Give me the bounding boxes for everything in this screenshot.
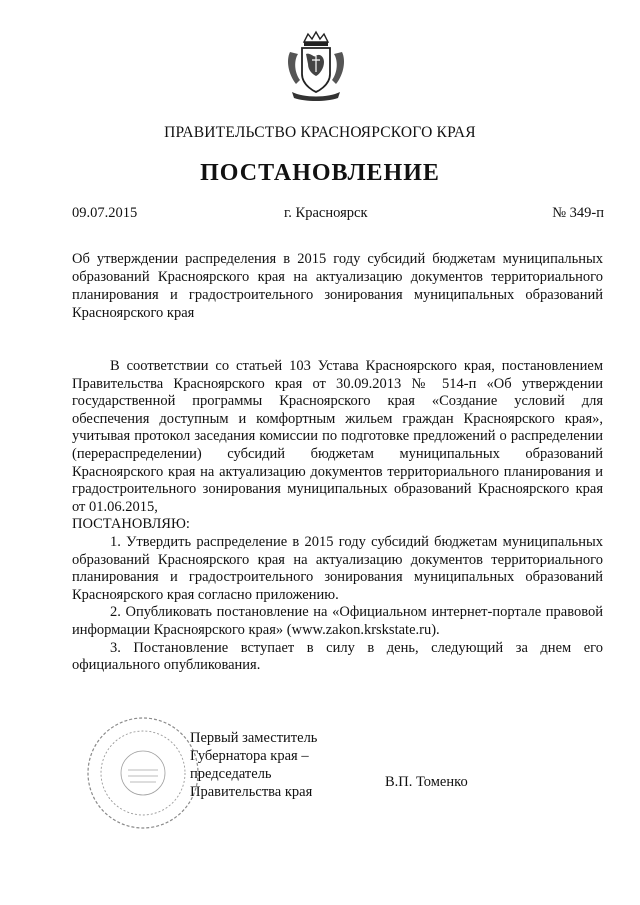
government-title: ПРАВИТЕЛЬСТВО КРАСНОЯРСКОГО КРАЯ (164, 124, 476, 141)
signature-position-line: Правительства края (190, 784, 313, 800)
preamble-paragraph: В соответствии со статьей 103 Устава Красноярского края, постановлением Правительства Красноярского края от 30.09.2013 № 514-п «Об утверждении государственной программы Красноярского края «Создание условий для обеспечения доступным и комфортным жильем граждан Красноярского края», учитывая протокол заседания комиссии по подготовке предложений о распределении (перераспределении) субсидий бюджетам муниципальных образований Красноярского края на актуализацию документов территориального планирования и градостроительного зонирования муниципальных образований Красноярского края от 01.06.2015, (72, 358, 603, 515)
document-city: г. Красноярск (284, 205, 368, 221)
official-stamp-icon (84, 714, 202, 832)
document-number: № 349-п (552, 205, 604, 221)
document-body (72, 358, 603, 675)
krasnoyarsk-coat-of-arms-icon (282, 30, 350, 102)
signature-position-line: председатель (190, 766, 272, 782)
resolution-item: 3. Постановление вступает в силу в день, следующий за днем его официального опубликования. (72, 639, 603, 674)
resolve-word: ПОСТАНОВЛЯЮ: (72, 516, 190, 533)
document-meta-row (72, 205, 604, 225)
document-date: 09.07.2015 (72, 205, 138, 221)
signature-position (190, 729, 317, 801)
signature-position-line: Первый заместитель (190, 730, 318, 746)
signatory-name: В.П. Томенко (385, 774, 468, 790)
document-subject: Об утверждении распределения в 2015 году субсидий бюджетам муниципальных образований Красноярского края на актуализацию документов территориального планирования и градостроительного зонирования муниципальных образований Красноярского края (72, 251, 603, 321)
resolution-item: 1. Утвердить распределение в 2015 году субсидий бюджетам муниципальных образований Красноярского края на актуализацию документов территориального планирования и градостроительного зонирования муниципальных образований Красноярского края согласно приложению. (72, 533, 603, 603)
signature-position-line: Губернатора края – (190, 748, 309, 764)
document-type-heading: ПОСТАНОВЛЕНИЕ (200, 160, 440, 186)
resolution-item: 2. Опубликовать постановление на «Официальном интернет-портале правовой информации Красноярского края» (www.zakon.krskstate.ru). (72, 604, 603, 638)
